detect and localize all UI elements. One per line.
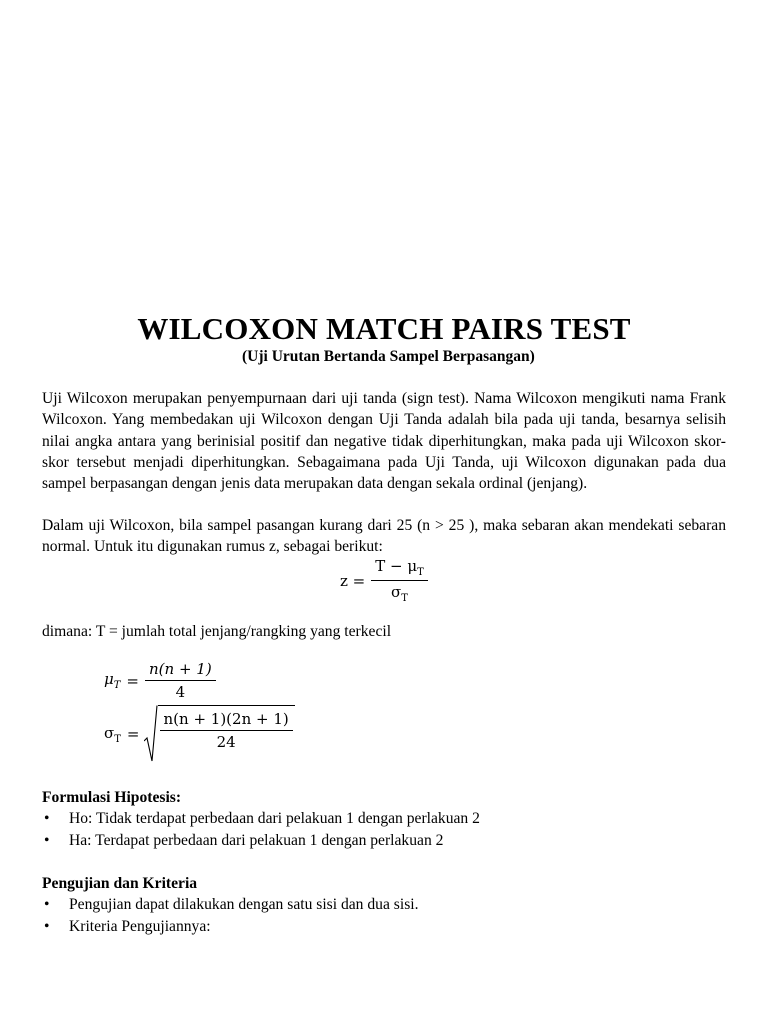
formula-mu-lhs: $\mu_T$ <box>104 670 121 691</box>
formula-sigma <box>104 705 295 763</box>
formula-sigma-fraction <box>160 710 293 751</box>
formula-mu-equals: = <box>126 671 139 690</box>
page-subtitle: (Uji Urutan Bertanda Sampel Berpasangan) <box>242 348 535 365</box>
formula-mu-denominator: 4 <box>175 683 186 701</box>
formula-mu <box>104 660 216 701</box>
pengujian-list <box>42 894 419 937</box>
normal-approx-paragraph: Dalam uji Wilcoxon, bila sampel pasangan kurang dari 25 (n > 25 ), maka sebaran akan mendekati sebaran normal. Untuk itu digunakan rumus z, sebagai berikut: <box>42 517 726 556</box>
formula-z-fraction <box>371 557 428 604</box>
list-item: • Ho: Tidak terdapat perbedaan dari pelakuan 1 dengan perlakuan 2 <box>42 808 480 830</box>
formula-sigma-denominator: 24 <box>216 733 236 751</box>
hipotesis-list <box>42 808 480 851</box>
formula-z-lhs: z = <box>340 571 366 590</box>
intro-paragraph: Uji Wilcoxon merupakan penyempurnaan dari uji tanda (sign test). Nama Wilcoxon mengikuti nama Frank Wilcoxon. Yang membedakan uji Wilcoxon dengan Uji Tanda adalah bila pada uji tanda, besarnya selisih nilai angka antara yang berinisial positif dan negative tidak diperhitungkan, maka pada uji Wilcoxon skor-skor tersebut menjadi diperhitungkan. Sebagaimana pada Uji Tanda, uji Wilcoxon digunakan pada dua sampel berpasangan dengan jenis data merupakan data dengan sekala ordinal (jenjang). <box>42 390 726 493</box>
formula-z-denominator: $\sigma_T$ <box>391 583 408 604</box>
page-title: WILCOXON MATCH PAIRS TEST <box>137 311 631 346</box>
bullet-icon: • <box>44 917 50 935</box>
formula-z-numerator: $T - \mu_T$ <box>375 557 424 578</box>
bullet-icon: • <box>44 831 50 849</box>
formula-sigma-numerator: n(n + 1)(2n + 1) <box>163 710 289 728</box>
hipotesis-heading: Formulasi Hipotesis: <box>42 789 182 806</box>
formula-mu-fraction <box>145 660 216 701</box>
dimana-text: dimana: T = jumlah total jenjang/rangking yang terkecil <box>42 623 392 640</box>
formula-sigma-equals: = <box>126 725 140 743</box>
bullet-icon: • <box>44 896 50 913</box>
formula-sigma-lhs: $\sigma_T$ <box>104 723 121 745</box>
square-root <box>144 705 295 763</box>
square-root-radicand <box>158 705 295 763</box>
pengujian-heading: Pengujian dan Kriteria <box>42 875 198 892</box>
formula-mu-numerator: n(n + 1) <box>149 660 212 678</box>
formula-z <box>340 557 428 604</box>
radical-sign-icon <box>144 705 158 763</box>
list-item: • Ha: Terdapat perbedaan dari pelakuan 1 dengan perlakuan 2 <box>42 830 480 852</box>
list-item: • Kriteria Pengujiannya: <box>42 916 419 938</box>
bullet-icon: • <box>44 810 50 827</box>
list-item: • Pengujian dapat dilakukan dengan satu sisi dan dua sisi. <box>42 894 419 916</box>
